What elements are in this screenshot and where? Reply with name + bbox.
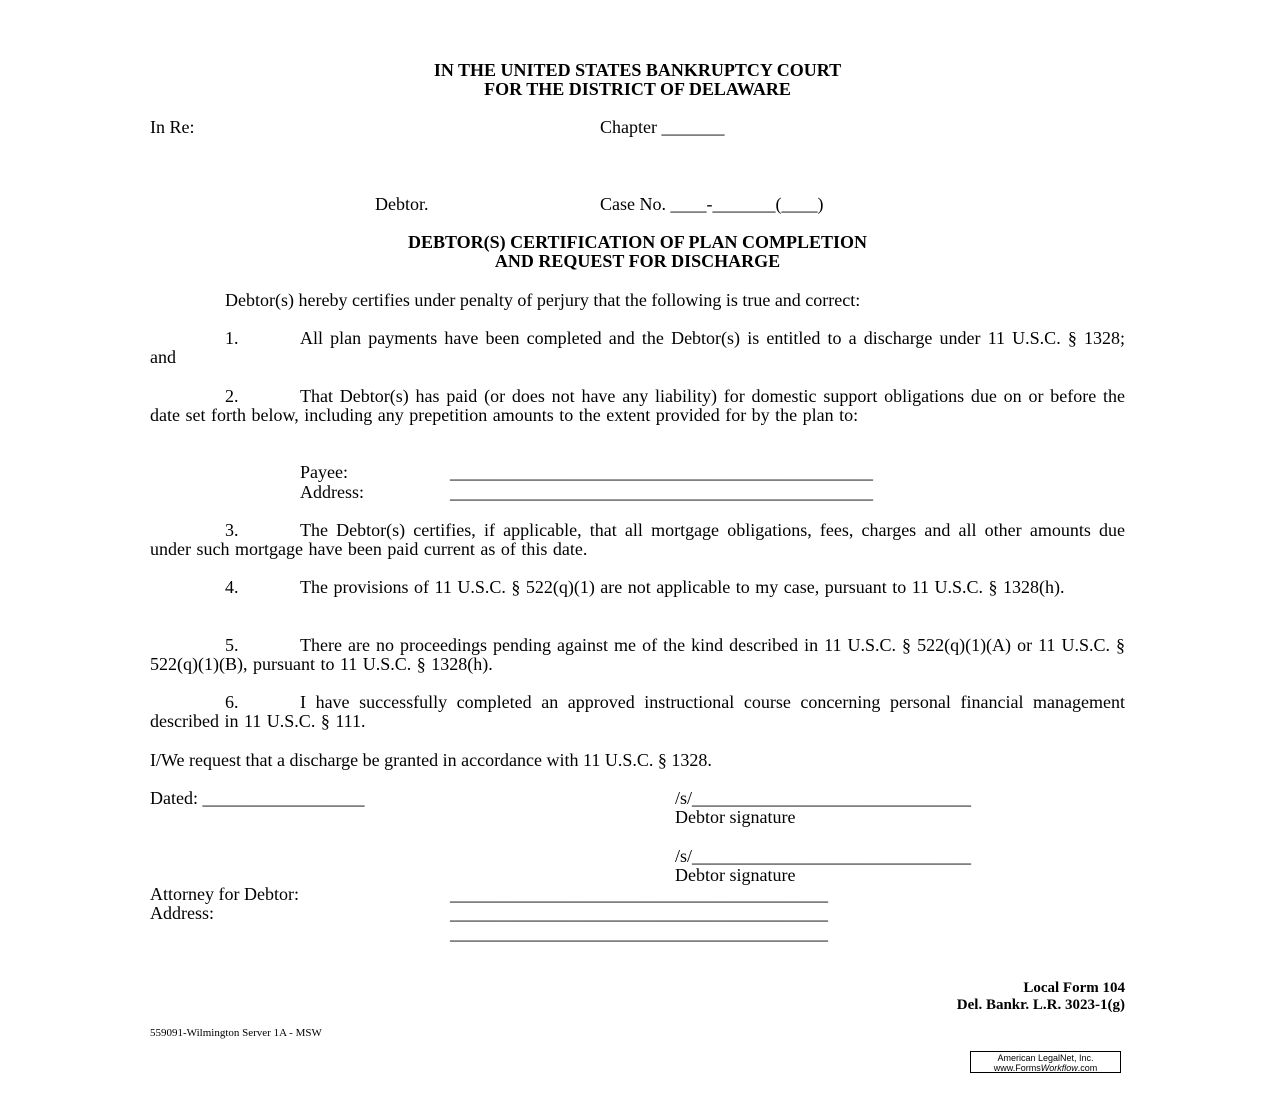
item-text: There are no proceedings pending against me of the kind described in 11 U.S.C. § 522(q)(1)(A) or 11 U.S.C. § 522(q)(1)(B), pursuant to 11 U.S.C. § 1328(h). bbox=[150, 635, 1125, 674]
payee-label: Payee: bbox=[300, 462, 348, 482]
item-number: 2. bbox=[225, 386, 239, 406]
discharge-request: I/We request that a discharge be granted in accordance with 11 U.S.C. § 1328. bbox=[150, 750, 712, 770]
intro-statement: Debtor(s) hereby certifies under penalty of perjury that the following is true and correct: bbox=[225, 290, 861, 310]
stamp-website-italic: Workflow bbox=[1040, 1063, 1078, 1073]
dated-field: Dated: __________________ bbox=[150, 788, 365, 808]
legalnet-stamp bbox=[970, 1051, 1121, 1073]
attorney-line: __________________________________________ bbox=[450, 884, 828, 904]
debtor-signature-line-2: /s/_______________________________ bbox=[675, 846, 972, 866]
document-title-line-2: AND REQUEST FOR DISCHARGE bbox=[494, 251, 781, 271]
item-number: 6. bbox=[225, 692, 239, 712]
server-reference: 559091-Wilmington Server 1A - MSW bbox=[150, 1027, 322, 1039]
item-text: All plan payments have been completed and the Debtor(s) is entitled to a discharge under 11 U.S.C. § 1328; and bbox=[150, 328, 1125, 367]
stamp-company: American LegalNet, Inc. bbox=[997, 1053, 1094, 1063]
debtor-label: Debtor. bbox=[375, 194, 429, 214]
item-number: 1. bbox=[225, 328, 239, 348]
attorney-label: Attorney for Debtor: bbox=[150, 884, 299, 904]
stamp-website-prefix: www.Forms bbox=[993, 1063, 1041, 1073]
certification-item bbox=[150, 636, 1125, 674]
item-number: 5. bbox=[225, 635, 239, 655]
certification-item bbox=[150, 329, 1125, 367]
item-text: The provisions of 11 U.S.C. § 522(q)(1) are not applicable to my case, pursuant to 11 U.S.C. § 1328(h). bbox=[300, 577, 1065, 597]
local-rule-reference: Del. Bankr. L.R. 3023-1(g) bbox=[956, 997, 1125, 1013]
debtor-signature-label-1: Debtor signature bbox=[675, 807, 796, 827]
payee-address-line: _______________________________________________ bbox=[450, 482, 873, 502]
item-number: 4. bbox=[225, 577, 239, 597]
item-text: That Debtor(s) has paid (or does not have any liability) for domestic support obligations due on or before the date set forth below, including any prepetition amounts to the extent provided for by the plan to: bbox=[150, 386, 1125, 425]
item-text: I have successfully completed an approved instructional course concerning personal financial management described in 11 U.S.C. § 111. bbox=[150, 692, 1125, 731]
debtor-signature-label-2: Debtor signature bbox=[675, 865, 796, 885]
certification-item bbox=[150, 387, 1125, 425]
item-text: The Debtor(s) certifies, if applicable, that all mortgage obligations, fees, charges and all other amounts due under such mortgage have been paid current as of this date. bbox=[150, 520, 1125, 559]
attorney-address-line-1: __________________________________________ bbox=[450, 903, 828, 923]
item-number: 3. bbox=[225, 520, 239, 540]
document-title-line-1: DEBTOR(S) CERTIFICATION OF PLAN COMPLETION bbox=[407, 232, 868, 252]
in-re-label: In Re: bbox=[150, 117, 195, 137]
chapter-field: Chapter _______ bbox=[600, 117, 725, 137]
stamp-website-suffix: .com bbox=[1077, 1063, 1098, 1073]
debtor-signature-line-1: /s/_______________________________ bbox=[675, 788, 972, 808]
certification-item bbox=[150, 578, 1125, 597]
case-number-field: Case No. ____-_______(____) bbox=[600, 194, 824, 214]
court-name-line-1: IN THE UNITED STATES BANKRUPTCY COURT bbox=[433, 60, 842, 80]
stamp-website bbox=[971, 1063, 1120, 1073]
payee-address-label: Address: bbox=[300, 482, 364, 502]
certification-item bbox=[150, 521, 1125, 559]
attorney-address-label: Address: bbox=[150, 903, 214, 923]
payee-line: _______________________________________________ bbox=[450, 462, 873, 482]
local-form-number: Local Form 104 bbox=[1023, 980, 1125, 996]
court-name-line-2: FOR THE DISTRICT OF DELAWARE bbox=[484, 79, 791, 99]
attorney-address-line-2: __________________________________________ bbox=[450, 923, 828, 943]
certification-item bbox=[150, 693, 1125, 731]
